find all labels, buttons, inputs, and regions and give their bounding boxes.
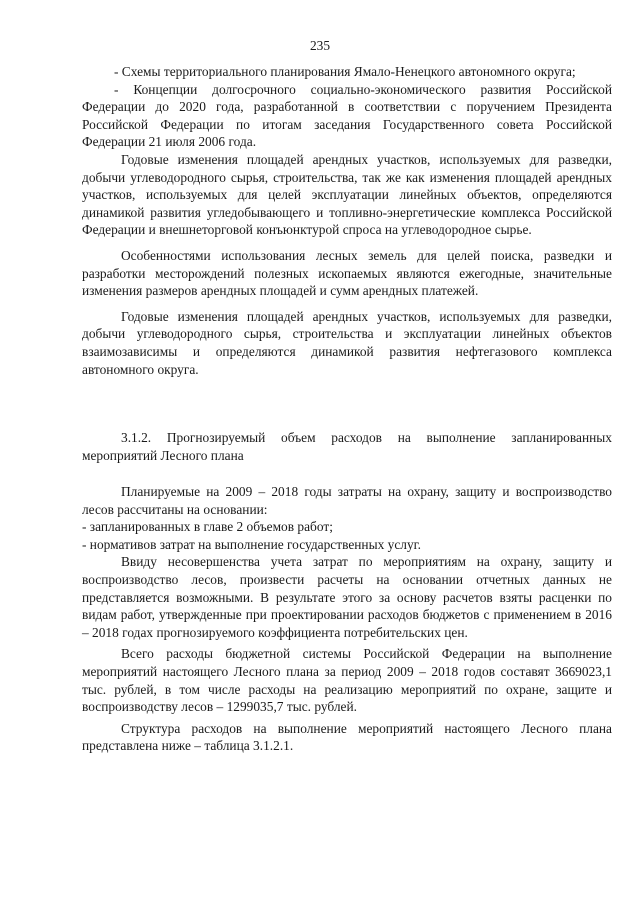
intro-block bbox=[82, 63, 612, 378]
list-item: - Концепции долгосрочного социально-экономического развития Российской Федерации до 2020 года, разработанной в соответствии с поручением Президента Российской Федерации по итогам заседания Государственного совета Российской Федерации 21 июля 2006 года. bbox=[82, 81, 612, 150]
section-heading-block bbox=[82, 429, 612, 464]
paragraph: Особенностями использования лесных земель для целей поиска, разведки и разработки месторождений полезных ископаемых являются ежегодные, значительные изменения размеров арендных площадей и сумм арендных платежей. bbox=[82, 247, 612, 299]
paragraph: Годовые изменения площадей арендных участков, используемых для разведки, добычи углеводородного сырья, строительства, так же как изменения площадей арендных участков, используемых для целей эксплуатации линейных объектов, определяются динамикой развития угледобывающего и топливно-энергетические комплекса Российской Федерации и внешнеторговой конъюнктурой спроса на углеводородное сырье. bbox=[82, 151, 612, 238]
paragraph: Годовые изменения площадей арендных участков, используемых для разведки, добычи углеводородного сырья, строительства и эксплуатации линейных объектов взаимозависимы и определяются динамикой развития нефтегазового комплекса автономного округа. bbox=[82, 308, 612, 377]
list-item: - Схемы территориального планирования Ямало-Ненецкого автономного округа; bbox=[114, 64, 576, 79]
paragraph: Структура расходов на выполнение мероприятий настоящего Лесного плана представлена ниже – таблица 3.1.2.1. bbox=[82, 720, 612, 754]
list-item: - запланированных в главе 2 объемов работ; bbox=[82, 519, 333, 535]
paragraph: Всего расходы бюджетной системы Российской Федерации на выполнение мероприятий настоящего Лесного плана за период 2009 – 2018 годов составят 3669023,1 тыс. рублей, в том числе расходы на реализацию мероприятий по охране, защите и воспроизводству лесов – 1299035,7 тыс. рублей. bbox=[82, 646, 612, 715]
paragraph: Планируемые на 2009 – 2018 годы затраты на охрану, защиту и воспроизводство лесов рассчитаны на основании: bbox=[82, 484, 612, 517]
page-number: 235 bbox=[309, 38, 331, 53]
section-body bbox=[82, 483, 612, 755]
paragraph: Ввиду несовершенства учета затрат по мероприятиям на охрану, защиту и воспроизводство лесов, произвести расчеты на основании отчетных данных не представляется возможными. В результате этого за основу расчетов взяты расценки по видам работ, утвержденные при проектировании расходов бюджетов с применением в 2016 – 2018 годах прогнозируемого коэффициента потребительских цен. bbox=[82, 554, 612, 640]
section-heading: 3.1.2. Прогнозируемый объем расходов на выполнение запланированных мероприятий Лесного плана bbox=[82, 430, 612, 463]
list-item: - нормативов затрат на выполнение государственных услуг. bbox=[82, 536, 421, 552]
